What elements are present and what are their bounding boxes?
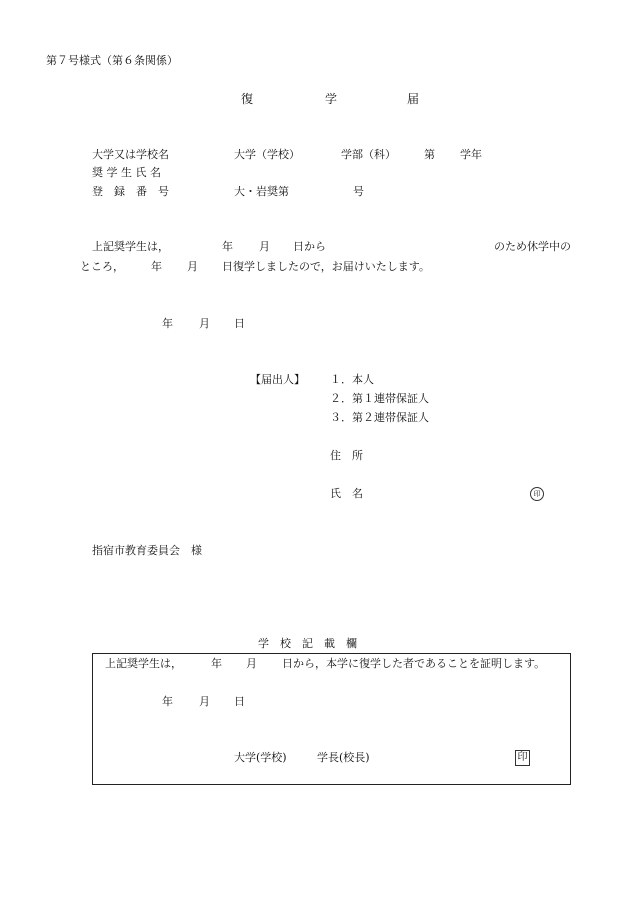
title-char-1: 復	[241, 92, 254, 106]
cert-date-day: 日	[234, 695, 245, 708]
body-line2-start: ところ，	[80, 260, 124, 273]
applicant-option-guarantor-1: ２．第１連帯保証人	[330, 392, 429, 405]
cert-start: 上記奨学生は，	[105, 657, 182, 670]
grade-suffix: 学年	[460, 148, 482, 161]
title-char-2: 学	[325, 92, 338, 106]
reg-no-prefix: 大・岩奨第	[234, 185, 289, 198]
president-seal-mark: 印	[515, 750, 530, 766]
grade-prefix: 第	[424, 148, 435, 161]
cert-president: 学長(校長)	[317, 751, 370, 764]
body-year-1: 年	[222, 240, 233, 253]
body-month-1: 月	[259, 240, 270, 253]
faculty-suffix: 学部（科）	[341, 148, 396, 161]
university-label: 大学又は学校名	[92, 148, 169, 161]
date-month: 月	[199, 317, 210, 330]
reg-no-label: 登 録 番 号	[92, 185, 169, 198]
seal-icon	[530, 487, 544, 501]
title-char-3: 届	[407, 92, 420, 106]
school-section-box	[92, 653, 571, 785]
date-day: 日	[234, 317, 245, 330]
body-line1-start: 上記奨学生は，	[92, 240, 169, 253]
body-line1-end: のため休学中の	[494, 240, 571, 253]
seal-mark: 印	[530, 487, 544, 501]
date-year: 年	[162, 317, 173, 330]
body-line2-end: 日復学しましたので，お届けいたします。	[222, 260, 430, 273]
body-year-2: 年	[151, 260, 162, 273]
cert-date-year: 年	[162, 695, 173, 708]
school-section-title: 学 校 記 載 欄	[258, 637, 357, 650]
applicant-option-guarantor-2: ３．第２連帯保証人	[330, 411, 429, 424]
addressee: 指宿市教育委員会 様	[92, 544, 202, 557]
body-day-from: 日から	[293, 240, 326, 253]
form-number: 第７号様式（第６条関係）	[46, 54, 178, 67]
address-label: 住 所	[330, 449, 363, 462]
applicant-label: 【届出人】	[250, 373, 305, 386]
cert-date-month: 月	[199, 695, 210, 708]
cert-year: 年	[211, 657, 222, 670]
cert-month: 月	[246, 657, 257, 670]
body-month-2: 月	[187, 260, 198, 273]
reg-no-suffix: 号	[353, 185, 364, 198]
cert-university: 大学(学校)	[234, 751, 287, 764]
applicant-option-self: １．本人	[330, 373, 374, 386]
name-label: 氏 名	[330, 487, 363, 500]
student-name-label: 奨 学 生 氏 名	[92, 166, 161, 179]
cert-end: 日から，本学に復学した者であることを証明します。	[282, 657, 546, 670]
university-suffix: 大学（学校）	[234, 148, 300, 161]
president-seal-icon	[515, 750, 530, 766]
